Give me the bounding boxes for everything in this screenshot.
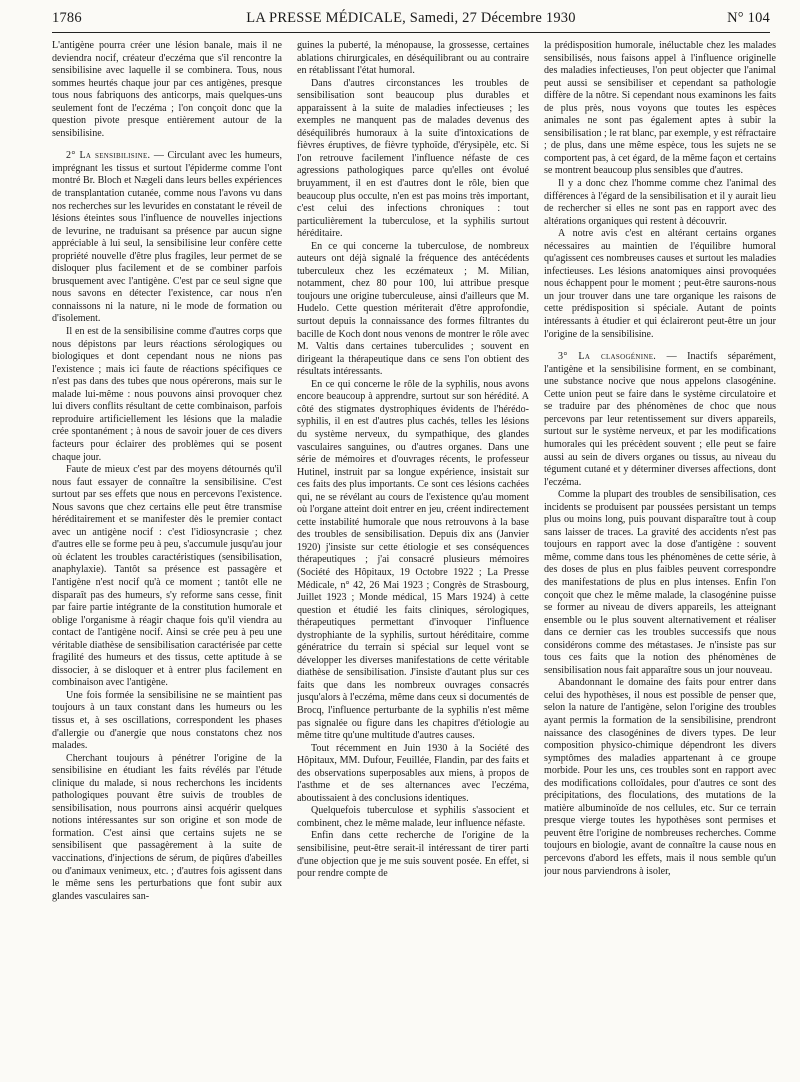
section-heading: 3° La clasogénine.	[558, 351, 657, 363]
paragraph	[52, 753, 282, 904]
paragraph-text: En ce qui concerne la tuberculose, de nombreux auteurs ont déjà signalé la fréquence des antécédents tuberculeux chez les eczémateux ; M. Milian, notamment, chez 80 pour 100, lui attribue presque toujours une origine tuberculeuse, ainsi d'ailleurs que M. Hudelo. Cette question mériterait d'être approfondie, surtout depuis la connaissance des formes filtrantes du bacille de Koch dont nous venons de montrer le rôle avec M. Valtis dans certaines tuberculides ; souvent en dirigeant la thérapeutique dans ce sens l'on obtient des résultats intéressants.	[297, 240, 529, 378]
paragraph-text: — Circulant avec les humeurs, imprégnant les tissus et surtout l'épiderme comme l'ont montré Br. Bloch et Nægeli dans leurs belles expériences de transplantation cutanée, comme nous l'avons vu dans nos recherches sur les levurides en constatant le réveil de lésions éteintes sous l'influence de nouvelles injections de levurine, ne traduisant sa présence par aucun signe appréciable à lui seul, la sensibilisine leur confère cette propriété nouvelle d'être plus fragiles, leur permet de se disloquer plus facilement et de se combiner parfois brusquement avec l'antigène. C'est par ce seul signe que nous savons en détecter l'existence, car nous n'en connaissons ni la nature, ni le mode de formation ou d'isolement.	[52, 150, 282, 325]
paragraph	[297, 830, 529, 880]
paragraph	[52, 326, 282, 464]
paragraph	[52, 464, 282, 690]
paragraph-text: Une fois formée la sensibilisine ne se maintient pas toujours à un taux constant dans les humeurs ou les tissus et, à ses oscillations, correspondent les phases d'allergie ou d'anergie que nous constatons chez nos malades.	[52, 689, 282, 752]
column-1	[52, 40, 282, 1074]
paragraph-text: Cherchant toujours à pénétrer l'origine de la sensibilisine en étudiant les faits révélés par l'étude clinique du malade, si nous recherchons les incidents pathologiques pouvant être suivis de troubles de sensibilisation, nous pourrons ainsi acquérir quelques notions intéressantes sur son origine et son mode de formation. C'est ainsi que certains sujets ne se sensibilisent que passagèrement à la suite de vaccinations, d'injections de sérum, de piqûres d'abeilles ou d'animaux venimeux, etc. ; d'autres fois agissent dans le même sens les perturbations que font subir aux glandes vasculaires san-	[52, 752, 282, 902]
text-columns	[52, 40, 776, 1074]
paragraph	[297, 40, 529, 78]
paragraph-text: Faute de mieux c'est par des moyens détournés qu'il nous faut essayer de connaître la sensibilisine. C'est surtout par ses effets que nous en percevons l'existence. Nous savons que chez certains elle peut être transmise héréditairement et se manifester dès le premier contact avec un antigène nocif : c'est l'idiosyncrasie ; chez d'autres elle se forme peu à peu, s'accumule jusqu'au jour où éclatent les troubles caractéristiques (sensibilisation, anaphylaxie). Tantôt sa présence est passagère et l'antigène n'est nocif qu'à ce moment ; tantôt elle ne disparaît pas des humeurs, s'y reforme sans cesse, finit par faire partie intégrante de la constitution humorale et oblige l'organisme à réagir chaque fois qu'il viendra au contact de l'antigène nocif. Ainsi se crée peu à peu une véritable diathèse de sensibilisation caractérisée par cette fragilité des humeurs et des tissus, cette aptitude à se dissocier, à se disloquer et à entrer plus facilement en combinaison avec l'antigène.	[52, 464, 282, 689]
paragraph-text: Il y a donc chez l'homme comme chez l'animal des différences à l'égard de la sensibilisation et il y aurait lieu de rechercher si elles ne sont pas en rapport avec des altérations organiques qui restent à découvrir.	[544, 178, 776, 227]
paragraph-text: Comme la plupart des troubles de sensibilisation, ces incidents se produisent par poussées persistant un temps plus ou moins long, puis pouvant disparaître tout à coup sans laisser de traces. La gravité des accidents n'est pas toujours en rapport avec la dose d'antigène : souvent même, comme dans tous les phénomènes de cette série, à des doses de plus en plus faibles peuvent correspondre des manifestations de plus en plus intenses. Enfin l'on conçoit que chez le même malade, la clasogénine puisse se former au niveau de divers appareils, les atteignant ensemble ou le plus souvent alternativement et réaliser dans ce dernier cas les troubles successifs que nous considérons comme des métastases. Je n'insiste pas sur tous ces faits que la notion des phénomènes de sensibilisation nous fait apparaître sous un jour nouveau.	[544, 489, 776, 676]
paragraph	[297, 805, 529, 830]
paragraph	[544, 489, 776, 677]
paragraph	[297, 743, 529, 806]
paragraph	[52, 690, 282, 753]
issue-number: N° 104	[727, 10, 770, 26]
paragraph	[544, 351, 776, 489]
column-2	[297, 40, 529, 1074]
paragraph	[544, 677, 776, 878]
paragraph-text: la prédisposition humorale, inéluctable chez les malades sensibilisés, nous faisons appel à l'influence originelle des maladies infectieuses, l'on peut objecter que l'animal peut aussi se sensibiliser et cependant sa pathologie diffère de la nôtre. Si cependant nous examinons les faits de plus près, nous voyons que toutes les espèces animales ne sont pas également aptes à subir la sensibilisation ; le rat blanc, par exemple, y est réfractaire ; de plus, dans une même espèce, tous les sujets ne se comportent pas, à cet égard, de la même façon et certains se montrent beaucoup plus sensibles que d'autres.	[544, 40, 776, 177]
paragraph	[544, 228, 776, 341]
paragraph-text: L'antigène pourra créer une lésion banale, mais il ne deviendra nocif, créateur d'eczéma que s'il rencontre la sensibilisine avec laquelle il se combinera. Tous, nous sommes heurtés chaque jour par ces antigènes, presque tous nous fabriquons des anticorps, mais quelques-uns seulement font de l'eczéma ; l'on conçoit donc que la question pivote presque entièrement autour de la sensibilisine.	[52, 40, 282, 139]
paragraph	[52, 150, 282, 326]
paragraph	[297, 241, 529, 379]
paragraph-text: Tout récemment en Juin 1930 à la Société des Hôpitaux, MM. Dufour, Feuillée, Flandin, par des faits et des observations superposables aux miens, à propos de l'asthme et de ses alternances avec l'eczéma, aboutissaient à des conclusions identiques.	[297, 742, 529, 804]
paragraph	[544, 178, 776, 228]
paragraph-text: Enfin dans cette recherche de l'origine de la sensibilisine, peut-être serait-il intéressant de tirer parti d'une objection que je me suis souvent posée. En effet, si pour rendre compte de	[297, 830, 529, 880]
section-heading: 2° La sensibilisine.	[66, 150, 151, 162]
paragraph-text: A notre avis c'est en altérant certains organes nécessaires au maintien de l'équilibre humoral qu'agissent ces nombreuses causes et surtout les maladies infectieuses. Les lésions anatomiques ainsi provoquées nous échappent pour le moment ; peut-être saurons-nous un jour trouver dans une tare organique les raisons de cette prédisposition si spéciale. Autant de points intéressants à étudier et qui éclaireront peut-être un jour l'origine de la sensibilisine.	[544, 228, 776, 340]
paragraph-text: Quelquefois tuberculose et syphilis s'associent et combinent, chez le même malade, leur influence néfaste.	[297, 805, 529, 829]
paragraph-text: En ce qui concerne le rôle de la syphilis, nous avons encore beaucoup à apprendre, surtout sur son hérédité. A côté des stigmates dystrophiques évidents de l'hérédo-syphilis, il en est d'autres plus cachés, telles les lésions du système nerveux, du sympathique, des glandes vasculaires sanguines, ou d'autres organes. Dans une série de mémoires et d'ouvrages récents, le professeur Hutinel, instruit par sa longue expérience, insistait sur ces faits des plus importants. Ce sont ces lésions cachées qui, ne se révélant au cours de l'existence qu'au moment où l'organe atteint doit entrer en jeu, créent indirectement cette instabilité humorale que nous retrouvons à la base des troubles de sensibilisation. Depuis dix ans (Janvier 1920) j'insiste sur cette étiologie et ses conséquences thérapeutiques ; j'ai consacré plusieurs mémoires (Société des Hôpitaux, 19 Octobre 1922 ; La Presse Médicale, n° 42, 26 Mai 1923 ; Congrès de Strasbourg, Juillet 1923 ; Monde médical, 15 Mars 1924) à cette question et étudié les faits cliniques, sérologiques, thérapeutiques permettant d'invoquer l'influence dystrophiante de la syphilis, surtout héréditaire, comme génératrice du terrain si spécial sur lequel vont se développer les diverses manifestations de cette véritable diathèse de sensibilisation. J'insiste d'autant plus sur ces faits que dans les nombreux ouvrages consacrés jusqu'alors à l'eczéma, même dans ceux si documentés de Brocq, l'influence perturbante de la syphilis n'est même pas signalée ou figure dans les chapitres d'étiologie au même titre qu'une multitude d'autres causes.	[297, 378, 529, 742]
paragraph-text: Abandonnant le domaine des faits pour entrer dans celui des hypothèses, il nous est possible de penser que, selon la nature de l'antigène, selon l'origine des troubles ayant permis la formation de la sensibilisine, prendront naissance des clasogénines de divers types. De leur composition physico-chimique dépendront les divers symptômes des maladies appartenant à ce groupe morbide. Pour les uns, ces troubles sont en rapport avec des modifications colloïdales, pour d'autres ce sont des précipitations, des floculations, des mutations de la matière albuminoïde de nos cellules, etc. Sur ce terrain presque vierge toutes les hypothèses sont permises et peuvent être l'origine de nombreuses recherches. Comme toujours en biologie, avant de connaître la cause nous en percevons d'abord les effets, mais il nous semble qu'un jour nous parviendrons à isoler,	[544, 677, 776, 877]
paragraph	[544, 40, 776, 178]
paragraph	[297, 78, 529, 241]
paragraph-text: Il en est de la sensibilisine comme d'autres corps que nous dépistons par leurs réactions sérologiques ou biologiques et dont cependant nous ne nions pas l'existence ; mais ici faute de réactions spécifiques ce n'est pas dans des tubes que nous opérerons, mais sur le malade lui-même : nous pouvons ainsi provoquer chez lui divers conflits résultant de cette combinaison, parfois reproduire artificiellement les lésions que la maladie crée spontanément ; à nous de savoir jouer de ces divers facteurs pour éclairer des problèmes qui se posent chaque jour.	[52, 326, 282, 463]
paragraph	[52, 40, 282, 140]
journal-title: LA PRESSE MÉDICALE, Samedi, 27 Décembre 1930	[246, 10, 576, 26]
column-3	[544, 40, 776, 1074]
paragraph-text: — Inactifs séparément, l'antigène et la sensibilisine forment, en se combinant, une substance nocive que nous appelons clasogénine. Cette union peut se faire dans le système circulatoire et se traduire par des phénomènes de choc que nous percevons par leur retentissement sur divers appareils, surtout sur le système nerveux, et par les modifications humorales qui les précèdent souvent ; elle peut se faire aussi au sein de divers organes ou tissus, au niveau du tégument cutané et y déterminer diverses affections, dont l'eczéma.	[544, 351, 776, 488]
page-number: 1786	[52, 10, 82, 26]
page-header	[52, 10, 770, 33]
paragraph-text: guines la puberté, la ménopause, la grossesse, certaines ablations chirurgicales, en déséquilibrant ou au contraire en rétablissant l'état humoral.	[297, 40, 529, 77]
paragraph	[297, 379, 529, 743]
paragraph-text: Dans d'autres circonstances les troubles de sensibilisation sont beaucoup plus durables et apparaissent à la suite de maladies infectieuses ; les exemples ne manquent pas de malades devenus des déséquilibrés humoraux à la suite d'intoxications de fièvres éruptives, de fièvre typhoïde, d'érysipèle, etc. Si l'on retrouve facilement l'influence néfaste de ces agressions pathologiques parce qu'elles ont évolué bruyamment, il en est d'autres dont le rôle, bien que beaucoup plus occulte, n'en est pas moins très important, c'est celui des infections chroniques : tout particulièrement la tuberculose, et la syphilis surtout héréditaire.	[297, 77, 529, 240]
